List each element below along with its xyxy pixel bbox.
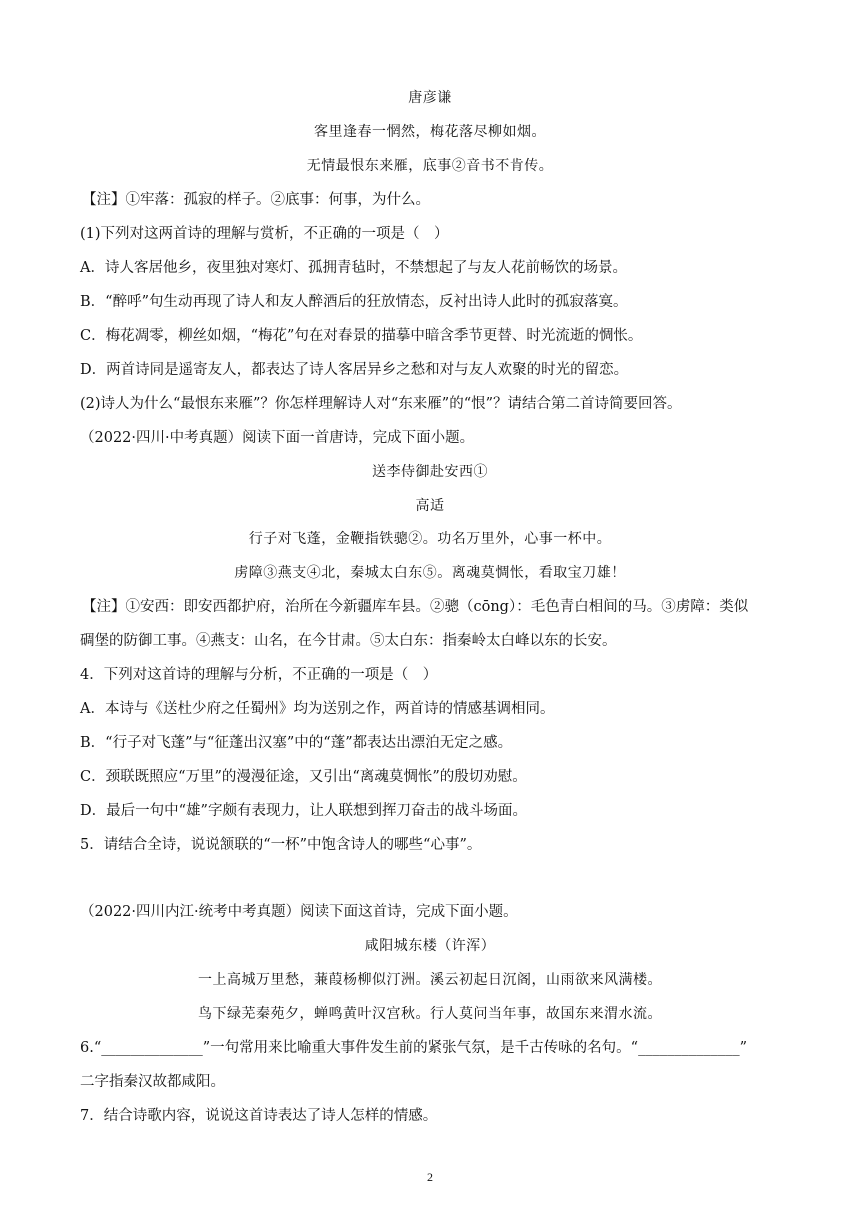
question-1-option-b: B．“醉呼”句生动再现了诗人和友人醉酒后的狂放情态，反衬出诗人此时的孤寂落寞。 [80, 294, 628, 310]
question-1-option-a: A．诗人客居他乡，夜里独对寒灯、孤拥青毡时，不禁想起了与友人花前畅饮的场景。 [80, 260, 627, 276]
question-1-option-d: D．两首诗同是遥寄友人，都表达了诗人客居异乡之愁和对与友人欢聚的时光的留恋。 [80, 362, 629, 378]
poem1-line-1: 客里逢春一惘然，梅花落尽柳如烟。 [314, 124, 546, 140]
page-number: 2 [427, 1170, 433, 1184]
poem3-title: 咸阳城东楼（许浑） [364, 938, 496, 954]
poem2-line-1: 行子对飞蓬，金鞭指铁骢②。功名万里外，心事一杯中。 [248, 531, 612, 547]
note-2-line-2: 碉堡的防御工事。④燕支：山名，在今甘肃。⑤太白东：指秦岭太白峰以东的长安。 [80, 633, 617, 649]
question-6-line-1: 6.“______________”一句常用来比喻重大事件发生前的紧张气氛，是千古传咏的名句。“______________” [80, 1040, 747, 1056]
poem3-line-2: 鸟下绿芜秦苑夕，蝉鸣黄叶汉宫秋。行人莫问当年事，故国东来渭水流。 [198, 1006, 662, 1022]
question-7: 7．结合诗歌内容，说说这首诗表达了诗人怎样的情感。 [80, 1108, 438, 1124]
question-1-stem: (1)下列对这两首诗的理解与赏析，不正确的一项是（ ） [80, 226, 449, 242]
poem3-line-1: 一上高城万里愁，蒹葭杨柳似汀洲。溪云初起日沉阁，山雨欲来风满楼。 [198, 972, 662, 988]
question-4-option-b: B．“行子对飞蓬”与“征蓬出汉塞”中的“蓬”都表达出漂泊无定之感。 [80, 735, 513, 751]
question-4-option-a: A．本诗与《送杜少府之任蜀州》均为送别之作，两首诗的情感基调相同。 [80, 701, 555, 717]
note-2-line-1: 【注】①安西：即安西都护府，治所在今新疆库车县。②骢（cōng）：毛色青白相间的马。③虏障：类似 [82, 599, 749, 615]
question-2: (2)诗人为什么“最恨东来雁”？你怎样理解诗人对“东来雁”的“恨”？请结合第二首诗简要回答。 [80, 396, 682, 412]
section-2-intro: （2022·四川·中考真题）阅读下面一首唐诗，完成下面小题。 [80, 430, 475, 446]
question-4-stem: 4．下列对这首诗的理解与分析，不正确的一项是（ ） [80, 667, 438, 683]
question-6-line-2: 二字指秦汉故都咸阳。 [80, 1074, 225, 1090]
question-4-option-d: D．最后一句中“雄”字颇有表现力，让人联想到挥刀奋击的战斗场面。 [80, 803, 527, 819]
poem2-title: 送李侍御赴安西① [372, 464, 488, 480]
poem2-author: 高适 [415, 498, 445, 514]
note-1: 【注】①牢落：孤寂的样子。②底事：何事，为什么。 [82, 192, 430, 208]
question-4-option-c: C．颈联既照应“万里”的漫漫征途，又引出“离魂莫惆怅”的殷切劝慰。 [80, 769, 527, 785]
section-3-intro: （2022·四川内江·统考中考真题）阅读下面这首诗，完成下面小题。 [80, 904, 518, 920]
poem1-author: 唐彦谦 [408, 90, 452, 106]
question-1-option-c: C．梅花凋零，柳丝如烟，“梅花”句在对春景的描摹中暗含季节更替、时光流逝的惆怅。 [80, 328, 643, 344]
poem1-line-2: 无情最恨东来雁，底事②音书不肯传。 [306, 158, 554, 174]
question-5: 5．请结合全诗，说说颔联的“一杯”中饱含诗人的哪些“心事”。 [80, 837, 482, 853]
poem2-line-2: 虏障③燕支④北，秦城太白东⑤。离魂莫惆怅，看取宝刀雄！ [234, 565, 626, 581]
